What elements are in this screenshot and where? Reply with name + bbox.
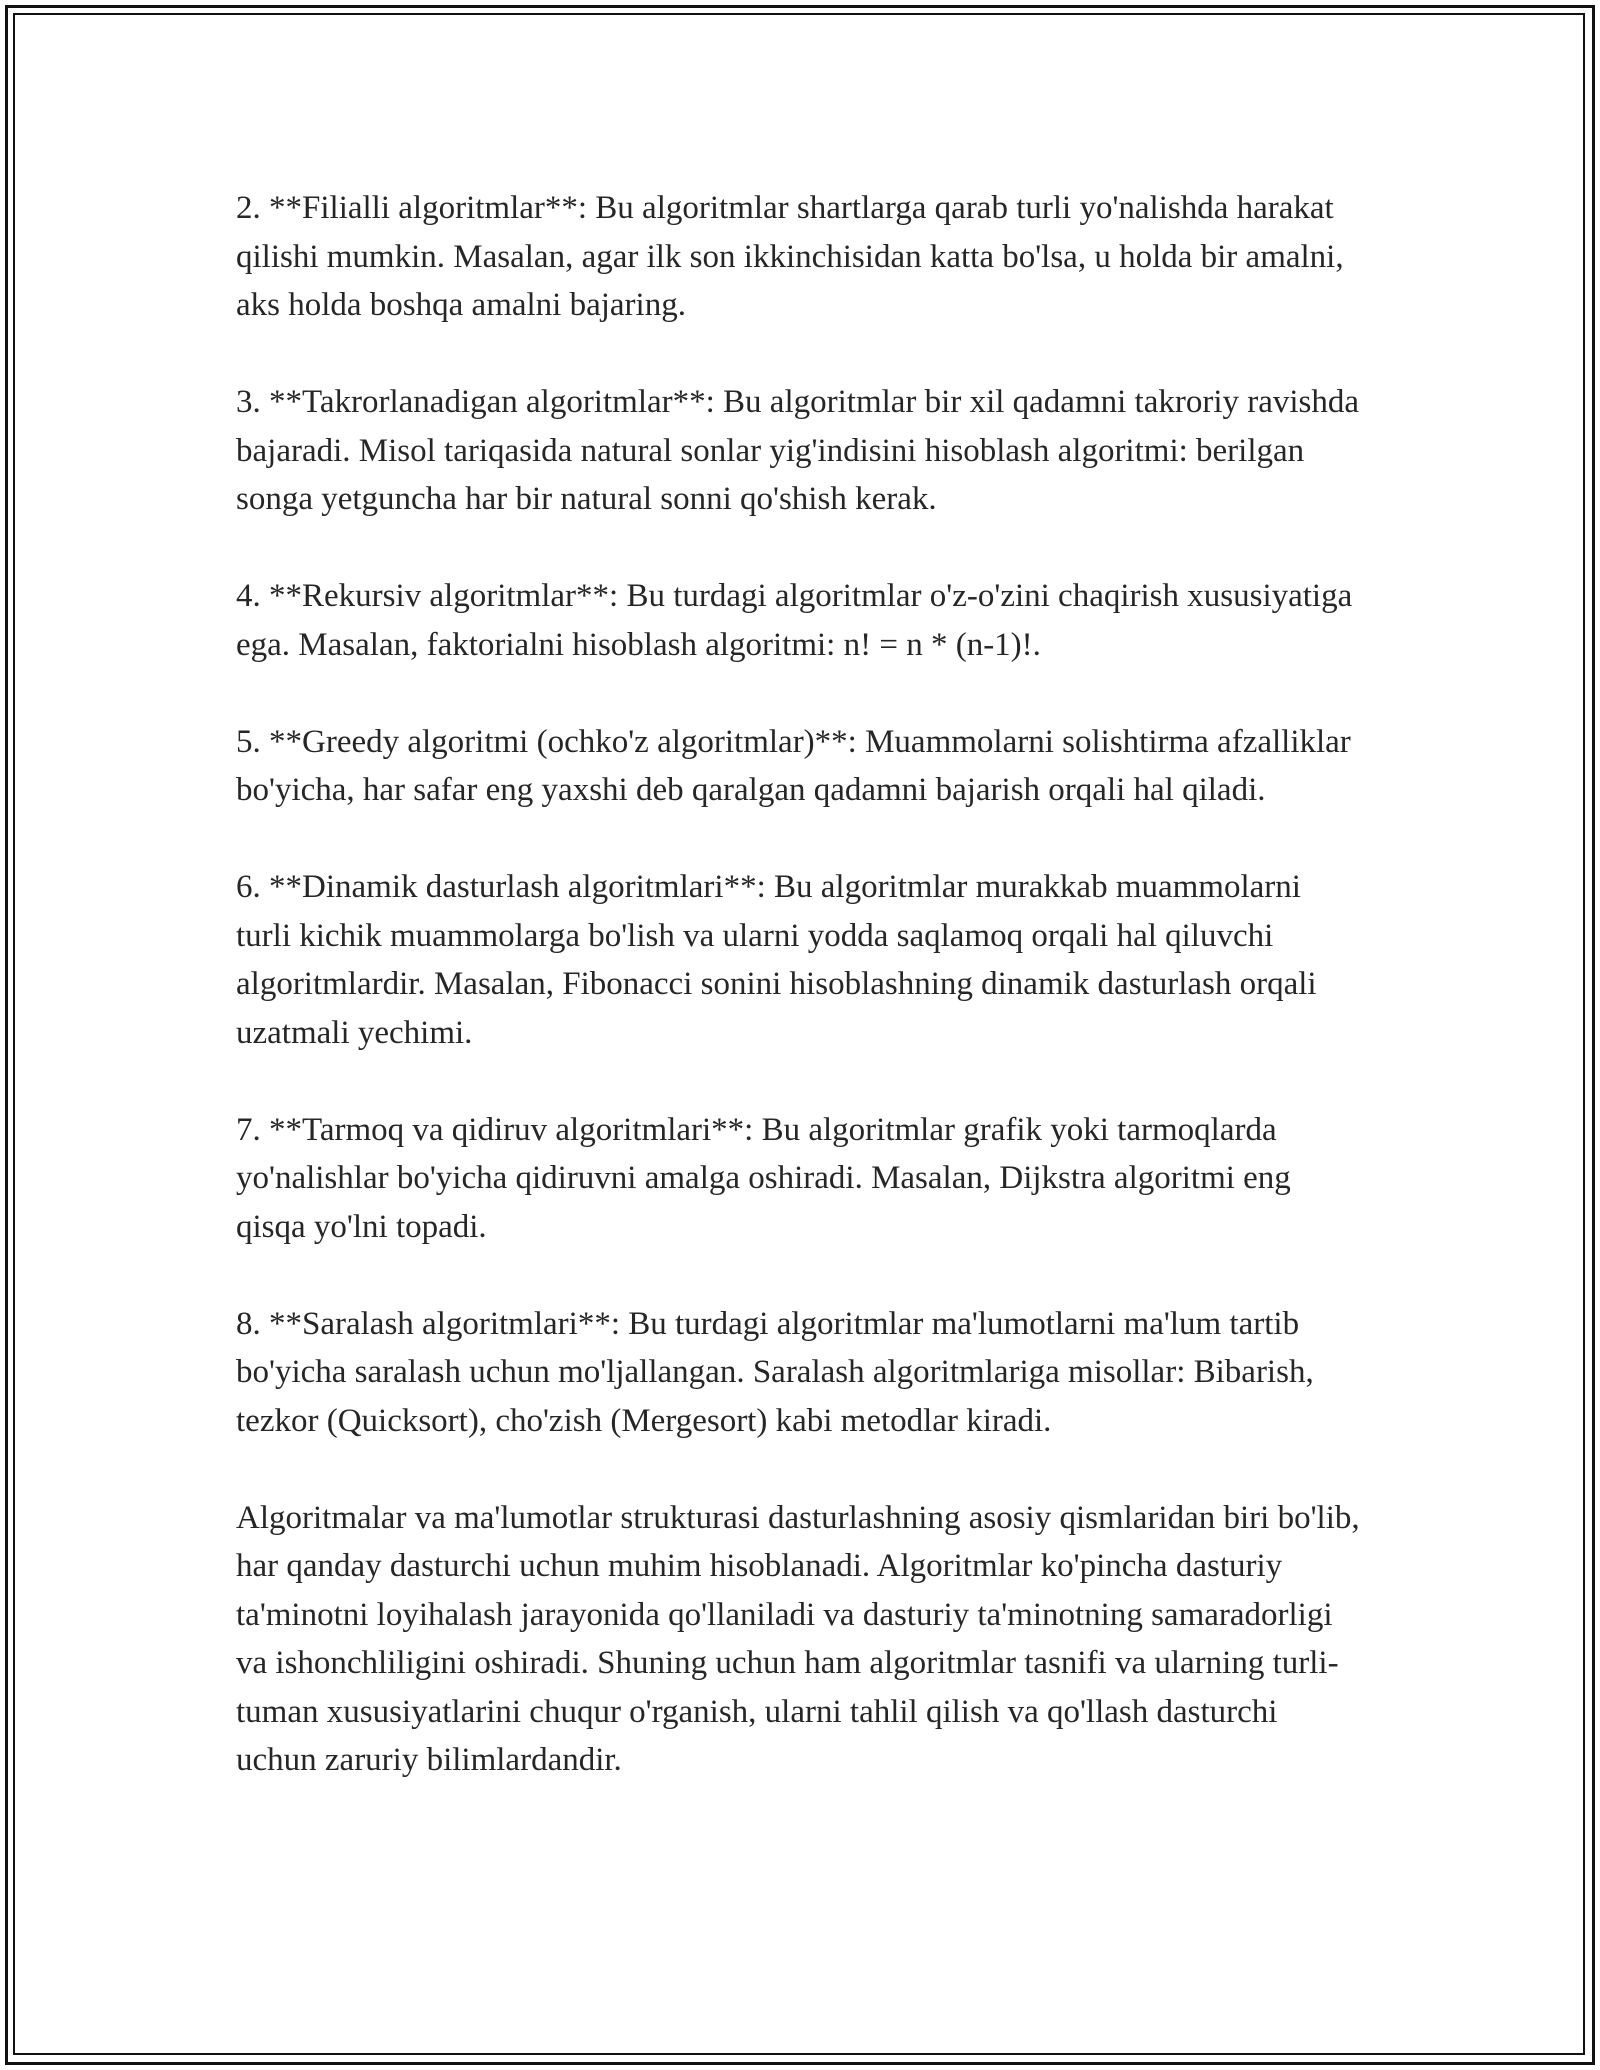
- paragraph-tarmoq-qidiruv: 7. **Tarmoq va qidiruv algoritmlari**: Bu algoritmlar grafik yoki tarmoqlarda yo'nalishlar bo'yicha qidiruvni amalga oshiradi. Masalan, Dijkstra algoritmi eng qisqa yo'lni topadi.: [236, 1111, 1291, 1245]
- paragraph-greedy-algoritmi: 5. **Greedy algoritmi (ochko'z algoritmlar)**: Muammolarni solishtirma afzalliklar bo'yicha, har safar eng yaxshi deb qaralgan qadamni bajarish orqali hal qiladi.: [236, 723, 1351, 808]
- paragraph-rekursiv-algoritmlar: 4. **Rekursiv algoritmlar**: Bu turdagi algoritmlar o'z-o'zini chaqirish xususiyatiga ega. Masalan, faktorialni hisoblash algoritmi: n! = n * (n-1)!.: [236, 578, 1353, 663]
- paragraph-dinamik-dasturlash: 6. **Dinamik dasturlash algoritmlari**: Bu algoritmlar murakkab muammolarni turli kichik muammolarga bo'lish va ularni yodda saqlamoq orqali hal qiluvchi algoritmlardir. Masalan, Fibonacci sonini hisoblashning dinamik dasturlash orqali uzatmali yechimi.: [236, 869, 1317, 1051]
- document-body: [236, 184, 1364, 1833]
- paragraph-filialli-algoritmlar: 2. **Filialli algoritmlar**: Bu algoritmlar shartlarga qarab turli yo'nalishda harakat qilishi mumkin. Masalan, agar ilk son ikkinchisidan katta bo'lsa, u holda bir amalni, aks holda boshqa amalni bajaring.: [236, 190, 1344, 323]
- paragraph-saralash-algoritmlari: 8. **Saralash algoritmlari**: Bu turdagi algoritmlar ma'lumotlarni ma'lum tartib bo'yicha saralash uchun mo'ljallangan. Saralash algoritmlariga misollar: Bibarish, tezkor (Quicksort), cho'zish (Mergesort) kabi metodlar kiradi.: [236, 1305, 1314, 1439]
- paragraph-takrorlanadigan-algoritmlar: 3. **Takrorlanadigan algoritmlar**: Bu algoritmlar bir xil qadamni takroriy ravishda bajaradi. Misol tariqasida natural sonlar yig'indisini hisoblash algoritmi: berilgan songa yetguncha har bir natural sonni qo'shish kerak.: [236, 384, 1360, 517]
- paragraph-conclusion: Algoritmalar va ma'lumotlar strukturasi dasturlashning asosiy qismlaridan biri bo'lib, har qanday dasturchi uchun muhim hisoblanadi. Algoritmlar ko'pincha dasturiy ta'minotni loyihalash jarayonida qo'llaniladi va dasturiy ta'minotning samaradorligi va ishonchliligini oshiradi. Shuning uchun ham algoritmlar tasnifi va ularning turli-tuman xususiyatlarini chuqur o'rganish, ularni tahlil qilish va qo'llash dasturchi uchun zaruriy bilimlardandir.: [236, 1499, 1360, 1778]
